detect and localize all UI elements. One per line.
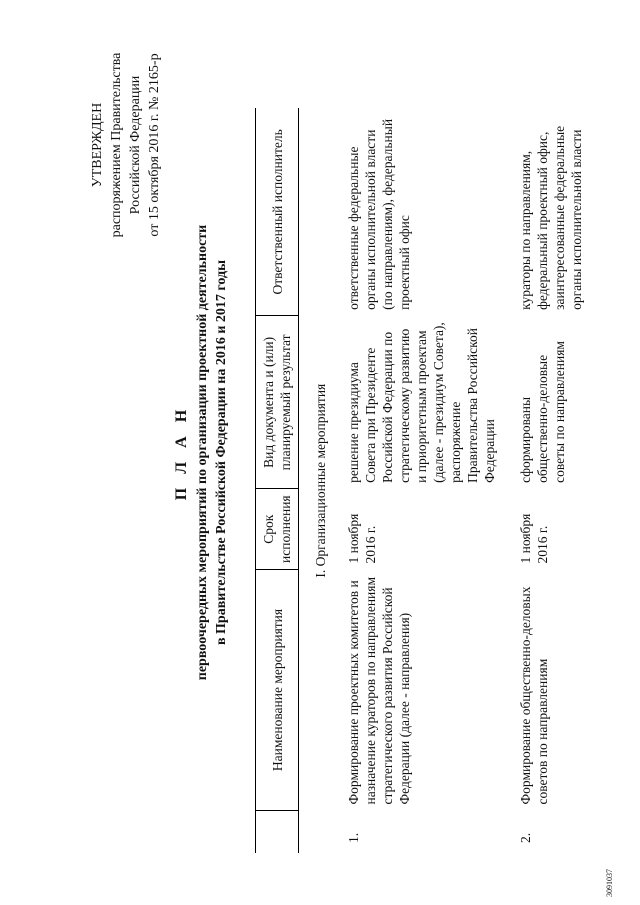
row-number: 2. (518, 832, 533, 843)
approval-date-number: от 15 октября 2016 г. № 2165-р (147, 53, 162, 237)
row-name: Формирование проектных комитетов и назначение кураторов по направлениям стратегического развития Российской Федерации (далее - направления) (346, 576, 412, 805)
header-number (256, 811, 299, 854)
row-doc: сформированы общественно-деловые советы по направлениям (518, 341, 567, 483)
approval-title: УТВЕРЖДЕН (90, 102, 105, 188)
header-term: Срок исполнения (256, 489, 299, 570)
row-executor: кураторы по направлениям, федеральный проектный офис, заинтересованные федеральные органы исполнительной власти (518, 125, 584, 310)
document-title-line2: в Правительстве Российской Федерации на 2016 и 2017 годы (214, 259, 229, 646)
table-row (501, 108, 588, 853)
row-number: 1. (346, 832, 361, 843)
plan-table (255, 108, 588, 853)
table-row (342, 108, 501, 853)
row-doc: решение президиума Совета при Президенте Российской Федерации по стратегическому развитию и приоритетным проектам (далее - президиум Совета), распоряжение Правительства Российской Федерации (346, 322, 497, 483)
approval-stamp (88, 25, 164, 265)
document-heading: П Л А Н (173, 404, 190, 501)
header-name: Наименование мероприятия (256, 570, 299, 811)
header-executor: Ответственный исполнитель (256, 108, 299, 316)
row-term: 1 ноября 2016 г. (518, 513, 550, 564)
approval-order-line: распоряжением Правительства (109, 52, 124, 238)
header-doc: Вид документа и (или) планируемый результат (256, 316, 299, 489)
row-name: Формирование общественно-деловых советов по направлениям (518, 586, 550, 805)
row-term: 1 ноября 2016 г. (346, 513, 378, 564)
table-header-row (256, 108, 299, 853)
row-executor: ответственные федеральные органы исполнительной власти (по направлениям), федеральный проектный офис (346, 118, 412, 310)
section-row (299, 108, 343, 853)
approval-country-line: Российской Федерации (128, 75, 143, 215)
document-title-line1: первоочередных мероприятий по организации проектной деятельности (195, 224, 210, 681)
document-id: 3091037 (605, 869, 614, 897)
section-title: I. Организационные мероприятия (313, 383, 328, 578)
